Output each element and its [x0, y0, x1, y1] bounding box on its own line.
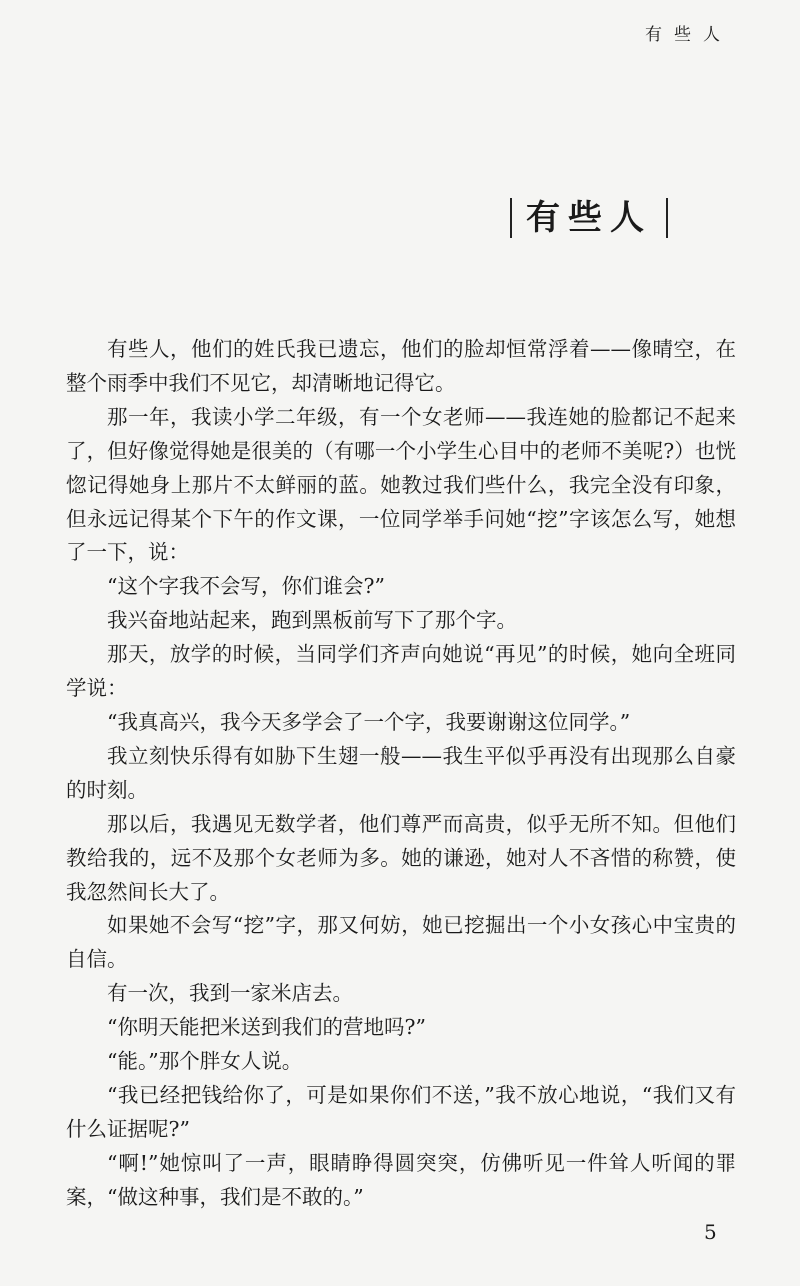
paragraph: 那一年，我读小学二年级，有一个女老师——我连她的脸都记不起来了，但好像觉得她是很美的（有哪一个小学生心目中的老师不美呢?）也恍惚记得她身上那片不太鲜丽的蓝。她教过我们些什么，我完全没有印象，但永远记得某个下午的作文课，一位同学举手问她“挖”字该怎么写，她想了一下，说：	[66, 404, 736, 565]
paragraph: “这个字我不会写，你们谁会?”	[107, 574, 385, 599]
paragraph: “我真高兴，我今天多学会了一个字，我要谢谢这位同学。”	[107, 709, 631, 734]
paragraph: 我兴奋地站起来，跑到黑板前写下了那个字。	[107, 608, 517, 633]
paragraph: 我立刻快乐得有如胁下生翅一般——我生平似乎再没有出现那么自豪的时刻。	[66, 743, 736, 802]
body-text	[66, 333, 736, 1215]
paragraph: “啊!”她惊叫了一声，眼睛睁得圆突突，仿佛听见一件耸人听闻的罪案，“做这种事，我们是不敢的。”	[66, 1150, 736, 1209]
paragraph: 有些人，他们的姓氏我已遗忘，他们的脸却恒常浮着——像晴空，在整个雨季中我们不见它，却清晰地记得它。	[66, 337, 736, 395]
chapter-title: 有些人	[510, 198, 668, 238]
paragraph: 那以后，我遇见无数学者，他们尊严而高贵，似乎无所不知。但他们教给我的，远不及那个女老师为多。她的谦逊，她对人不吝惜的称赞，使我忽然间长大了。	[66, 811, 736, 904]
paragraph: 有一次，我到一家米店去。	[107, 981, 353, 1006]
page-number: 5	[704, 1220, 717, 1244]
paragraph: “我已经把钱给你了，可是如果你们不送，”我不放心地说，“我们又有什么证据呢?”	[66, 1082, 736, 1141]
paragraph: 如果她不会写“挖”字，那又何妨，她已挖掘出一个小女孩心中宝贵的自信。	[66, 913, 736, 972]
paragraph: “能。”那个胖女人说。	[107, 1049, 303, 1074]
paragraph: 那天，放学的时候，当同学们齐声向她说“再见”的时候，她向全班同学说：	[66, 642, 736, 701]
paragraph: “你明天能把米送到我们的营地吗?”	[107, 1015, 426, 1040]
running-header: 有些人	[645, 25, 732, 45]
